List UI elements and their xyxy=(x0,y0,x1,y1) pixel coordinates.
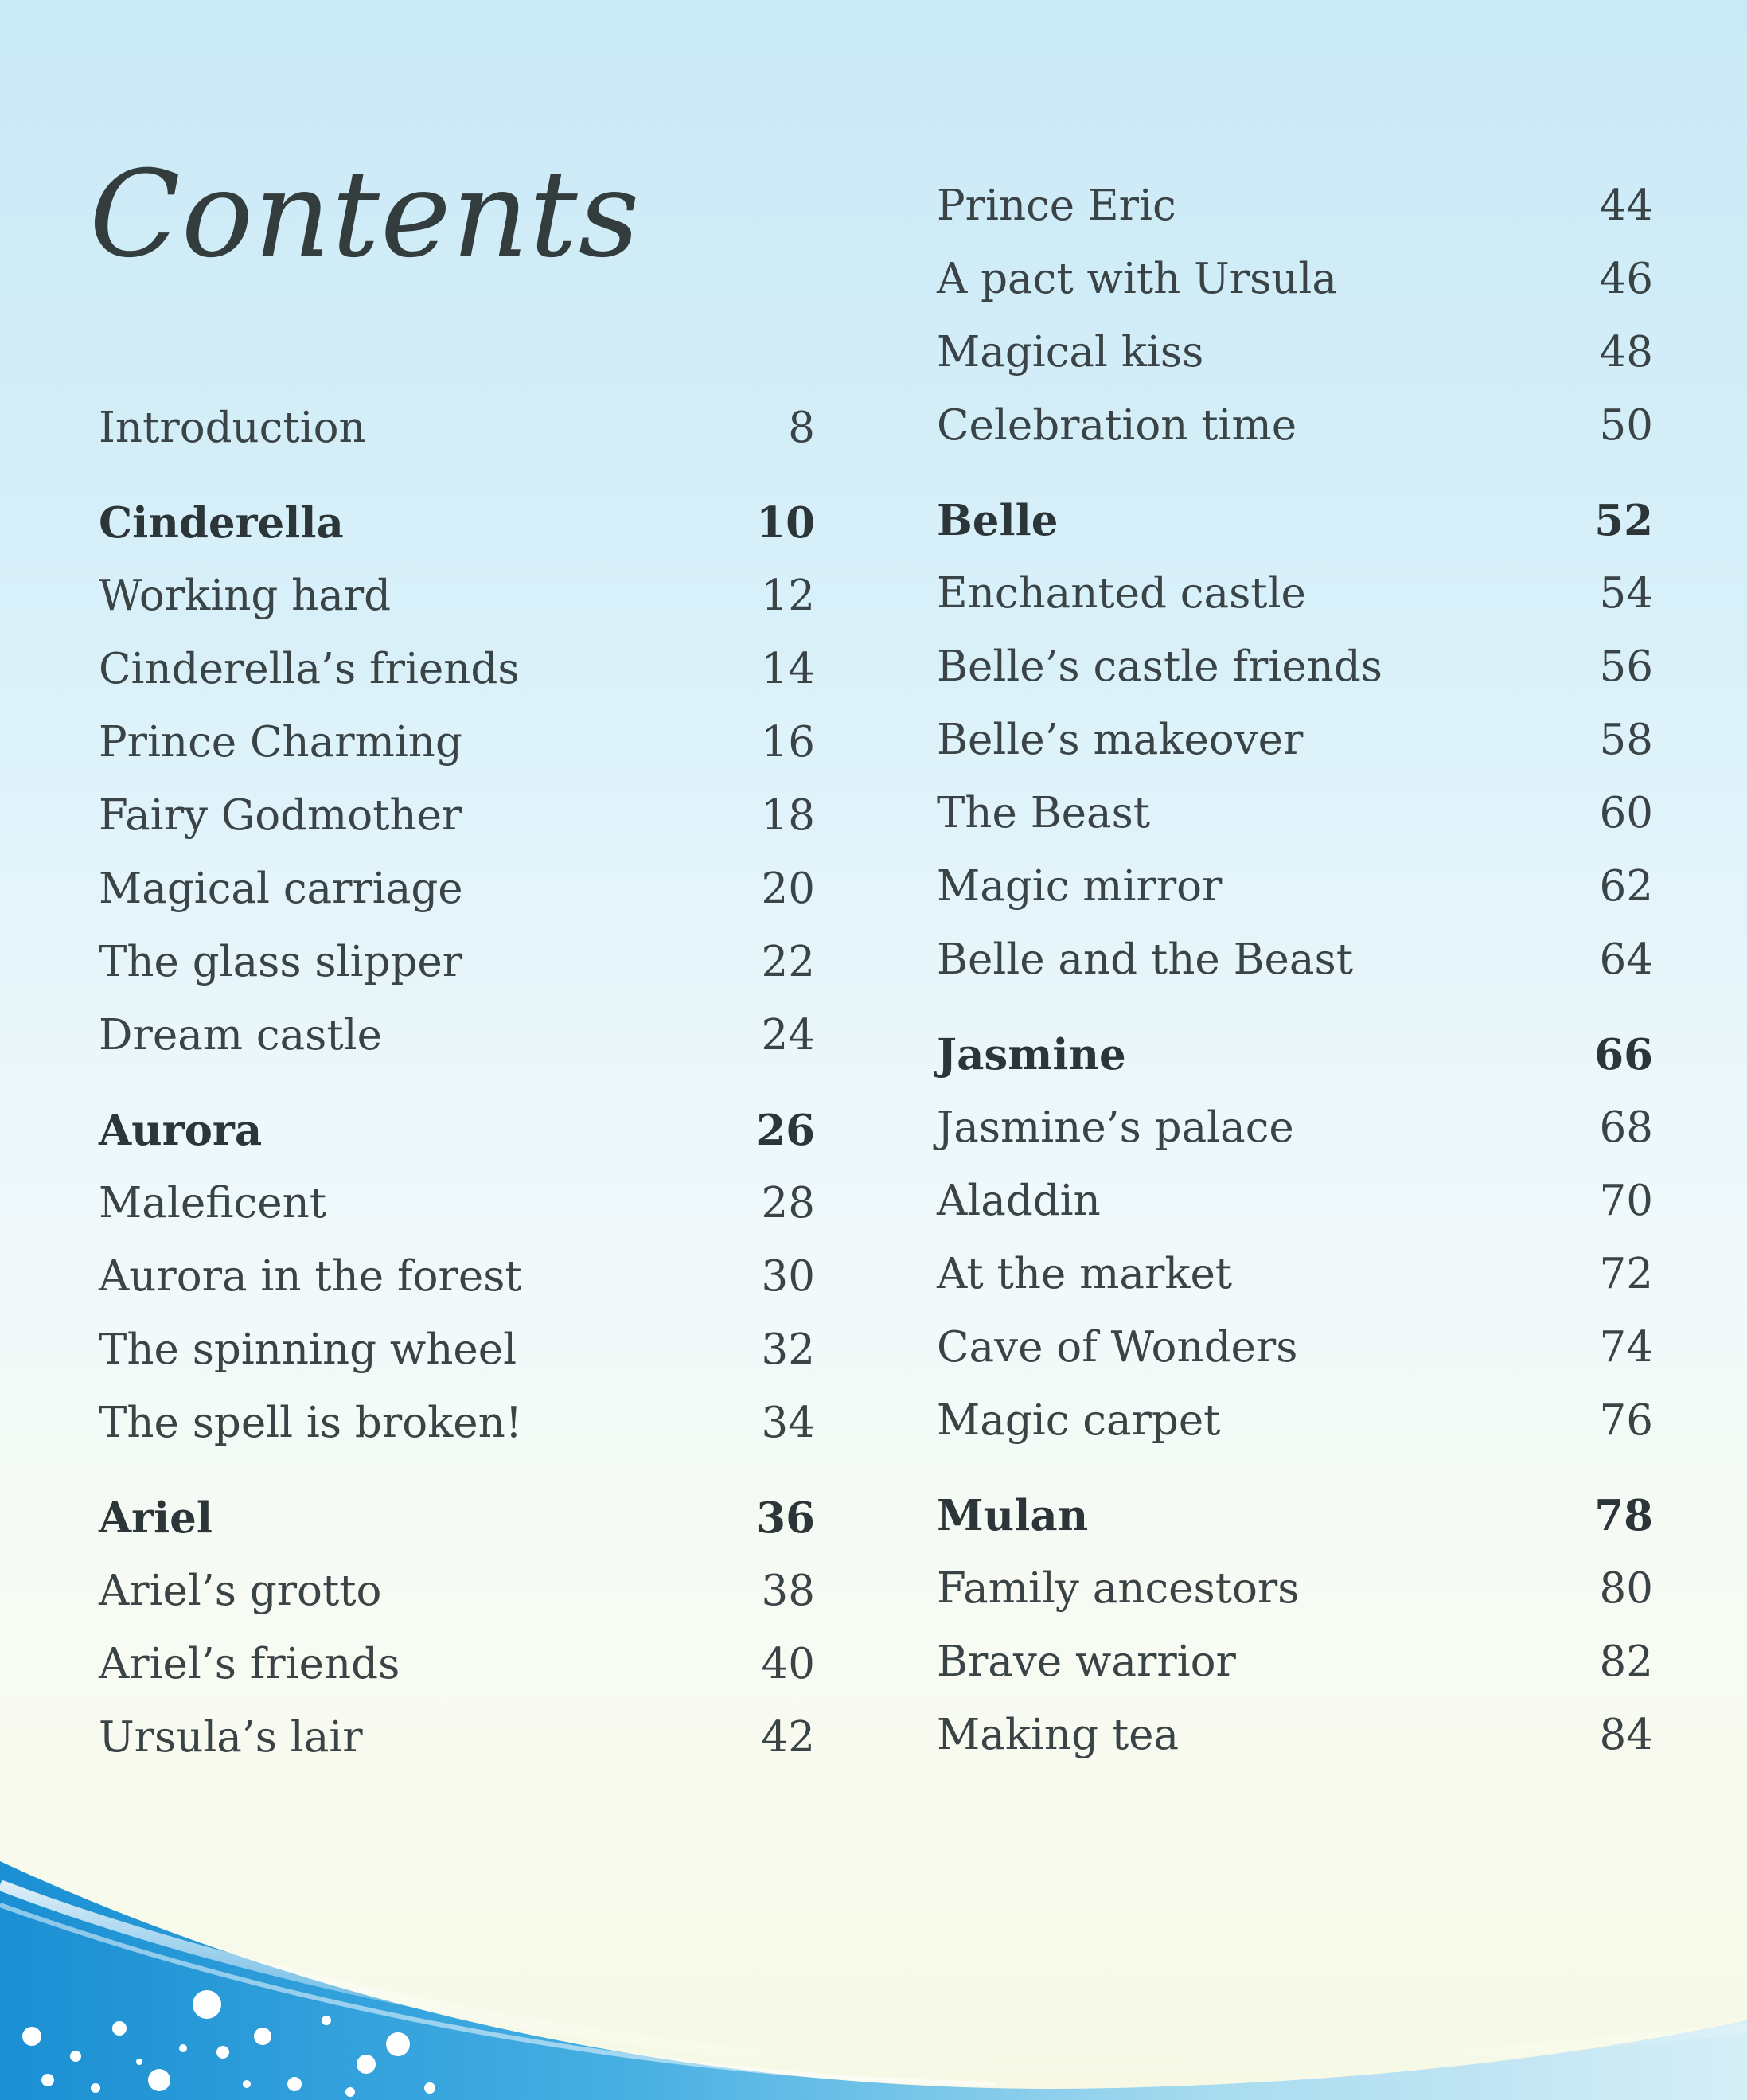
toc-entry xyxy=(937,1091,1653,1165)
section-page-number: 36 xyxy=(756,1493,815,1543)
toc-section-introduction xyxy=(99,392,815,465)
entry-title: Prince Eric xyxy=(937,182,1176,230)
entry-title: Introduction xyxy=(99,404,366,452)
entry-title: Maleficent xyxy=(99,1179,327,1228)
toc-entry xyxy=(99,1628,815,1701)
entry-title: The spinning wheel xyxy=(99,1325,517,1374)
toc-entry xyxy=(99,706,815,779)
toc-entry xyxy=(99,392,815,465)
toc-entry xyxy=(937,316,1653,389)
section-page-number: 78 xyxy=(1594,1491,1653,1540)
toc-entry xyxy=(937,850,1653,923)
toc-entry xyxy=(99,1701,815,1774)
entry-page-number: 16 xyxy=(761,718,815,767)
section-title: Ariel xyxy=(99,1493,213,1543)
toc-entry xyxy=(937,923,1653,997)
entry-title: The Beast xyxy=(937,789,1151,837)
toc-entry xyxy=(99,999,815,1072)
entry-page-number: 22 xyxy=(761,938,815,986)
entry-title: At the market xyxy=(937,1250,1233,1298)
toc-entry xyxy=(937,704,1653,777)
entry-title: Belle’s castle friends xyxy=(937,642,1382,691)
toc-entry xyxy=(99,1555,815,1628)
entry-title: Working hard xyxy=(99,572,392,620)
toc-section-cinderella xyxy=(99,486,815,1072)
entry-page-number: 72 xyxy=(1599,1250,1653,1298)
section-page-number: 66 xyxy=(1594,1030,1653,1079)
toc-entry xyxy=(937,777,1653,850)
entry-title: Magical carriage xyxy=(99,865,463,913)
entry-title: Cinderella’s friends xyxy=(99,645,520,693)
toc-entry xyxy=(937,243,1653,316)
toc-entry xyxy=(937,557,1653,630)
section-page-number: 10 xyxy=(756,498,815,548)
entry-page-number: 42 xyxy=(761,1713,815,1762)
page-title: Contents xyxy=(89,146,641,284)
toc-entry xyxy=(99,853,815,926)
toc-section-jasmine xyxy=(937,1018,1653,1458)
entry-title: Ariel’s grotto xyxy=(99,1567,382,1615)
entry-page-number: 62 xyxy=(1599,862,1653,911)
toc-entry xyxy=(937,1311,1653,1384)
toc-section-belle xyxy=(937,484,1653,997)
entry-title: Ursula’s lair xyxy=(99,1713,363,1762)
entry-title: Enchanted castle xyxy=(937,569,1306,618)
entry-title: Magic carpet xyxy=(937,1396,1221,1445)
toc-entry xyxy=(937,1238,1653,1311)
entry-page-number: 58 xyxy=(1599,716,1653,764)
toc-entry xyxy=(99,560,815,633)
toc-entry xyxy=(937,389,1653,463)
entry-page-number: 76 xyxy=(1599,1396,1653,1445)
entry-page-number: 12 xyxy=(761,572,815,620)
entry-page-number: 82 xyxy=(1599,1637,1653,1686)
entry-title: Aurora in the forest xyxy=(99,1252,522,1301)
toc-section-aurora xyxy=(99,1094,815,1460)
toc-entry xyxy=(99,1313,815,1387)
entry-page-number: 80 xyxy=(1599,1564,1653,1613)
section-title: Aurora xyxy=(99,1106,263,1155)
toc-entry xyxy=(937,1165,1653,1238)
toc-entry xyxy=(99,633,815,706)
entry-page-number: 84 xyxy=(1599,1711,1653,1759)
entry-title: The spell is broken! xyxy=(99,1399,523,1447)
entry-page-number: 28 xyxy=(761,1179,815,1228)
entry-page-number: 8 xyxy=(788,404,815,452)
toc-entry xyxy=(99,1167,815,1240)
toc-entry xyxy=(937,170,1653,243)
entry-title: Fairy Godmother xyxy=(99,791,462,840)
toc-section-heading xyxy=(99,486,815,560)
toc-column-right xyxy=(937,170,1653,1772)
entry-title: Family ancestors xyxy=(937,1564,1300,1613)
entry-page-number: 48 xyxy=(1599,328,1653,377)
entry-title: Jasmine’s palace xyxy=(937,1103,1294,1152)
section-page-number: 26 xyxy=(756,1106,815,1155)
entry-page-number: 30 xyxy=(761,1252,815,1301)
entry-page-number: 54 xyxy=(1599,569,1653,618)
entry-title: Making tea xyxy=(937,1711,1180,1759)
section-title: Belle xyxy=(937,496,1059,545)
toc-column-left xyxy=(99,392,815,1774)
entry-title: Cave of Wonders xyxy=(937,1323,1298,1372)
toc-entry xyxy=(99,926,815,999)
entry-title: Aladdin xyxy=(937,1177,1101,1225)
entry-title: Dream castle xyxy=(99,1011,382,1060)
toc-section-heading xyxy=(937,1479,1653,1552)
toc-section-heading xyxy=(937,1018,1653,1091)
entry-title: Belle and the Beast xyxy=(937,935,1353,984)
entry-page-number: 32 xyxy=(761,1325,815,1374)
entry-page-number: 20 xyxy=(761,865,815,913)
toc-section-mulan xyxy=(937,1479,1653,1772)
toc-section-heading xyxy=(937,484,1653,557)
entry-page-number: 50 xyxy=(1599,401,1653,450)
wave-decoration xyxy=(0,1766,1747,2100)
toc-entry xyxy=(937,1626,1653,1699)
toc-entry xyxy=(937,1384,1653,1458)
toc-entry xyxy=(99,1387,815,1460)
entry-page-number: 44 xyxy=(1599,182,1653,230)
section-page-number: 52 xyxy=(1594,496,1653,545)
entry-page-number: 24 xyxy=(761,1011,815,1060)
entry-page-number: 18 xyxy=(761,791,815,840)
toc-section-ariel xyxy=(99,1481,815,1774)
toc-entry xyxy=(937,1552,1653,1626)
entry-title: Ariel’s friends xyxy=(99,1640,400,1688)
entry-title: Magical kiss xyxy=(937,328,1204,377)
entry-page-number: 46 xyxy=(1599,255,1653,303)
entry-page-number: 60 xyxy=(1599,789,1653,837)
entry-title: A pact with Ursula xyxy=(937,255,1337,303)
toc-entry xyxy=(99,779,815,853)
toc-section-ariel-continued xyxy=(937,170,1653,463)
entry-title: Celebration time xyxy=(937,401,1297,450)
entry-page-number: 74 xyxy=(1599,1323,1653,1372)
entry-title: Magic mirror xyxy=(937,862,1223,911)
entry-page-number: 40 xyxy=(761,1640,815,1688)
section-title: Jasmine xyxy=(937,1030,1126,1079)
toc-entry xyxy=(937,630,1653,704)
entry-title: The glass slipper xyxy=(99,938,463,986)
entry-page-number: 56 xyxy=(1599,642,1653,691)
entry-page-number: 34 xyxy=(761,1399,815,1447)
entry-page-number: 14 xyxy=(761,645,815,693)
toc-entry xyxy=(99,1240,815,1313)
toc-entry xyxy=(937,1699,1653,1772)
entry-page-number: 38 xyxy=(761,1567,815,1615)
toc-section-heading xyxy=(99,1094,815,1167)
entry-title: Prince Charming xyxy=(99,718,462,767)
entry-page-number: 68 xyxy=(1599,1103,1653,1152)
entry-title: Belle’s makeover xyxy=(937,716,1304,764)
entry-title: Brave warrior xyxy=(937,1637,1236,1686)
toc-section-heading xyxy=(99,1481,815,1555)
entry-page-number: 70 xyxy=(1599,1177,1653,1225)
section-title: Cinderella xyxy=(99,498,344,548)
section-title: Mulan xyxy=(937,1491,1089,1540)
entry-page-number: 64 xyxy=(1599,935,1653,984)
